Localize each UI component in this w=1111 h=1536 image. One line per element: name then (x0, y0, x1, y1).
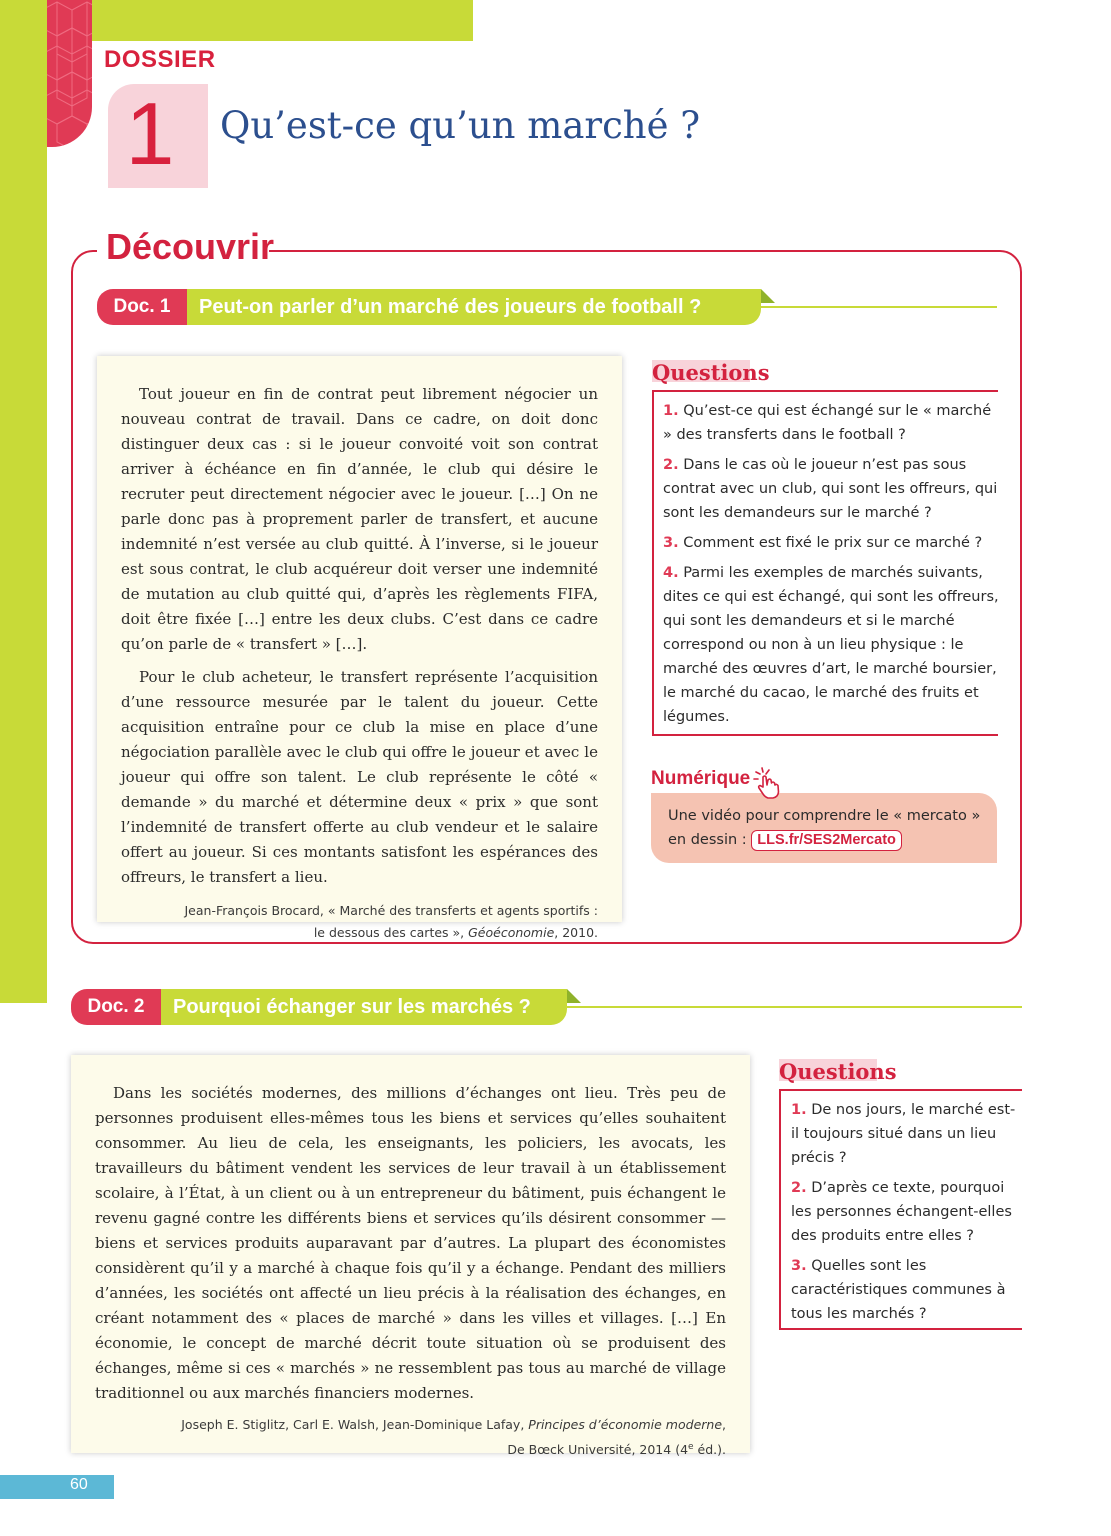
doc2-question-2 (791, 1176, 1023, 1248)
question-text: D’après ce texte, pourquoi les personnes échangent-elles des produits entre elles ? (791, 1180, 1012, 1244)
doc2-questions-list (791, 1098, 1023, 1332)
doc2-source (95, 1414, 726, 1461)
numerique-label: Numérique (651, 768, 751, 789)
question-text: Qu’est-ce qui est échangé sur le « marché » des transferts dans le football ? (663, 403, 992, 443)
doc1-rule (761, 306, 997, 308)
doc2-question-1 (791, 1098, 1023, 1170)
doc1-question-2 (663, 453, 1001, 525)
doc2-source-sup: e (688, 1442, 694, 1452)
doc2-paragraph: Dans les sociétés modernes, des millions d’échanges ont lieu. Très peu de personnes produisent elles-mêmes tous les biens et services qu’elles souhaitent consommer. Au lieu de cela, les enseignants, les policiers, les avocats, les travailleurs du bâtiment vendent les services de leur travail à un établissement scolaire, à l’État, à un client ou à un entrepreneur du bâtiment, puis échangent le revenu gagné contre les différents biens et services qu’ils désirent consommer — biens et services produits auparavant par d’autres. La plupart des économistes considèrent qu’il y a marché à chaque fois qu’il y a échange. Pendant des milliers d’années, les sociétés ont affecté un lieu précis à la réalisation des échanges, en créant notamment des « places de marché » dans les villes et villages. […] En économie, le concept de marché décrit toute situation où se produisent des échanges, même si ces « marchés » ne ressemblent pas tous au marché de village traditionnel ou aux marchés financiers modernes. (95, 1084, 726, 1402)
doc1-paragraph-2: Pour le club acheteur, le transfert représente l’acquisition d’une ressource mesurée par le talent du joueur. Cette acquisition entraîne pour ce club la mise en place d’une négociation parallèle avec le club qui offre le joueur et avec le joueur qui offre son talent. Le club représente le côté « demande » du marché et détermine deux « prix » que sont l’indemnité de transfert offerte au club vendeur et le salaire offert au joueur. Si ces montants satisfont les espérances des offreurs, le transfert a lieu. (121, 668, 598, 886)
doc1-questions-list (663, 399, 1001, 735)
doc2-title-fold (567, 989, 581, 1003)
question-text: De nos jours, le marché est-il toujours situé dans un lieu précis ? (791, 1102, 1016, 1166)
doc1-source-line2-prefix: le dessous des cartes », (313, 925, 469, 940)
doc1-question-3 (663, 531, 1001, 555)
question-number: 2. (791, 1180, 807, 1196)
doc1-title: Peut-on parler d’un marché des joueurs de football ? (187, 289, 761, 325)
question-text: Quelles sont les caractéristiques communes à tous les marchés ? (791, 1258, 1006, 1322)
green-topbar (47, 0, 473, 41)
question-number: 2. (663, 457, 679, 473)
doc1-paragraph-1: Tout joueur en fin de contrat peut librement négocier un nouveau contrat de travail. Dans ce cadre, on doit donc distinguer deux cas : si le joueur convoité voit son contrat arriver à échéance en fin d’année, le club qui désire le recruter peut directement négocier avec le joueur. […] On ne parle donc pas à proprement parler de transfert, et aucune indemnité n’est versée au club quitté. À l’inverse, si le joueur est sous contrat, le club acquéreur doit verser une indemnité de mutation au club quitté qui, d’après les règlements FIFA, doit être fixée […] entre les deux clubs. C’est dans ce cadre qu’on parle de « transfert » […]. (121, 385, 598, 653)
doc1-source (121, 900, 598, 944)
page-number-tab (0, 1475, 114, 1499)
dossier-number: 1 (125, 84, 175, 183)
dossier-label: DOSSIER (104, 46, 216, 73)
hand-pointer-icon (752, 766, 786, 800)
numerique-text (668, 804, 988, 852)
doc2-source-italic: Principes d’économie moderne (528, 1417, 723, 1432)
doc2-source-line2: De Bœck Université, 2014 (4 (507, 1442, 689, 1458)
question-number: 3. (663, 535, 679, 551)
doc1-question-1 (663, 399, 1001, 447)
doc2-title: Pourquoi échanger sur les marchés ? (161, 989, 567, 1025)
doc2-rule (567, 1006, 1022, 1008)
doc1-questions-title: Questions (652, 360, 770, 385)
doc2-badge: Doc. 2 (71, 989, 161, 1025)
question-text: Comment est fixé le prix sur ce marché ? (683, 535, 983, 551)
doc1-badge: Doc. 1 (97, 289, 187, 325)
doc1-source-italic: Géoéconomie (468, 925, 555, 940)
green-sidebar (0, 0, 47, 1003)
question-number: 4. (663, 565, 679, 581)
doc1-text-box (97, 356, 622, 940)
numerique-description: Une vidéo pour comprendre le « mercato » en dessin : (668, 808, 981, 848)
cube-pattern-decoration (47, 0, 92, 147)
page-title: Qu’est-ce qu’un marché ? (220, 104, 701, 147)
numerique-link[interactable]: LLS.fr/SES2Mercato (751, 830, 902, 851)
question-text: Dans le cas où le joueur n’est pas sous contrat avec un club, qui sont les offreurs, qui sont les demandeurs sur le marché ? (663, 457, 998, 521)
doc1-title-fold (761, 289, 775, 303)
page-number: 60 (70, 1476, 88, 1493)
doc1-source-line1: Jean-François Brocard, « Marché des transferts et agents sportifs : (184, 903, 598, 918)
doc1-question-4 (663, 561, 1001, 729)
question-number: 1. (663, 403, 679, 419)
doc2-source-line1-prefix: Joseph E. Stiglitz, Carl E. Walsh, Jean-Dominique Lafay, (181, 1417, 529, 1432)
question-number: 1. (791, 1102, 807, 1118)
doc1-source-line2-suffix: , 2010. (554, 925, 598, 940)
doc2-question-3 (791, 1254, 1023, 1326)
question-text: Parmi les exemples de marchés suivants, dites ce qui est échangé, qui sont les offreurs, qui sont les demandeurs et si le marché correspond ou non à un lieu physique : le marché des œuvres d’art, le marché boursier, le marché du cacao, le marché des fruits et légumes. (663, 565, 999, 725)
question-number: 3. (791, 1258, 807, 1274)
doc2-source-line1-suffix: , (722, 1417, 726, 1432)
doc2-source-line2-end: éd.). (693, 1442, 726, 1458)
doc2-questions-title: Questions (779, 1059, 897, 1084)
section-title-decouvrir: Découvrir (106, 226, 275, 267)
doc2-text-box (71, 1055, 750, 1458)
